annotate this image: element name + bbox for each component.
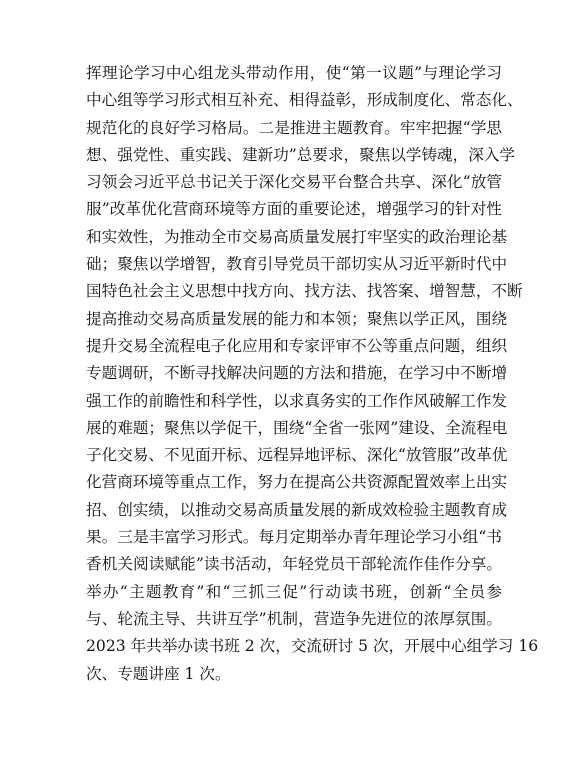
text-line: 香机关阅读赋能”读书活动，年轻党员干部轮流作佳作分享。 (86, 555, 502, 574)
text-line: 规范化的良好学习格局。二是推进主题教育。牢牢把握“学思 (86, 118, 502, 137)
text-line: 举办“主题教育”和“三抓三促”行动读书班，创新“全员参 (86, 582, 502, 601)
text-line: 服”改革优化营商环境等方面的重要论述，增强学习的针对性 (86, 200, 502, 219)
text-line: 强工作的前瞻性和科学性，以求真务实的工作作风破解工作发 (86, 391, 508, 410)
text-line: 专题调研，不断寻找解决问题的方法和措施，在学习中不断增 (86, 364, 508, 383)
text-line: 化营商环境等重点工作，努力在提高公共资源配置效率上出实 (86, 473, 508, 492)
text-line: 础；聚焦以学增智，教育引导党员干部切实从习近平新时代中 (86, 255, 508, 274)
text-line: 与、轮流主导、共讲互学”机制，营造争先进位的浓厚氛围。 (86, 609, 502, 628)
text-line: 子化交易、不见面开标、远程异地评标、深化“放管服”改革优 (86, 446, 508, 465)
text-line: 提高推动交易高质量发展的能力和本领；聚焦以学正风，围绕 (86, 309, 508, 328)
text-line: 次、专题讲座 1 次。 (86, 664, 231, 683)
text-line: 提升交易全流程电子化应用和专家评审不公等重点问题，组织 (86, 336, 508, 355)
text-line: 挥理论学习中心组龙头带动作用，使“第一议题”与理论学习 (86, 64, 502, 82)
text-line: 习领会习近平总书记关于深化交易平台整合共享、深化“放管 (86, 173, 502, 192)
text-line: 中心组等学习形式相互补充、相得益彰，形成制度化、常态化、 (86, 91, 523, 110)
text-line: 和实效性，为推动全市交易高质量发展打牢坚实的政治理论基 (86, 227, 508, 246)
text-line: 2023 年共举办读书班 2 次，交流研讨 5 次，开展中心组学习 16 (86, 637, 539, 656)
text-line: 展的难题；聚焦以学促干，围绕“全省一张网”建设、全流程电 (86, 418, 508, 437)
text-line: 想、强党性、重实践、建新功”总要求，聚焦以学铸魂，深入学 (86, 145, 516, 164)
text-line: 果。三是丰富学习形式。每月定期举办青年理论学习小组“书 (86, 528, 502, 547)
text-line: 国特色社会主义思想中找方向、找方法、找答案、增智慧，不断 (86, 282, 523, 301)
body-paragraph (86, 60, 539, 688)
text-line: 招、创实绩，以推动交易高质量发展的新成效检验主题教育成 (86, 500, 508, 519)
